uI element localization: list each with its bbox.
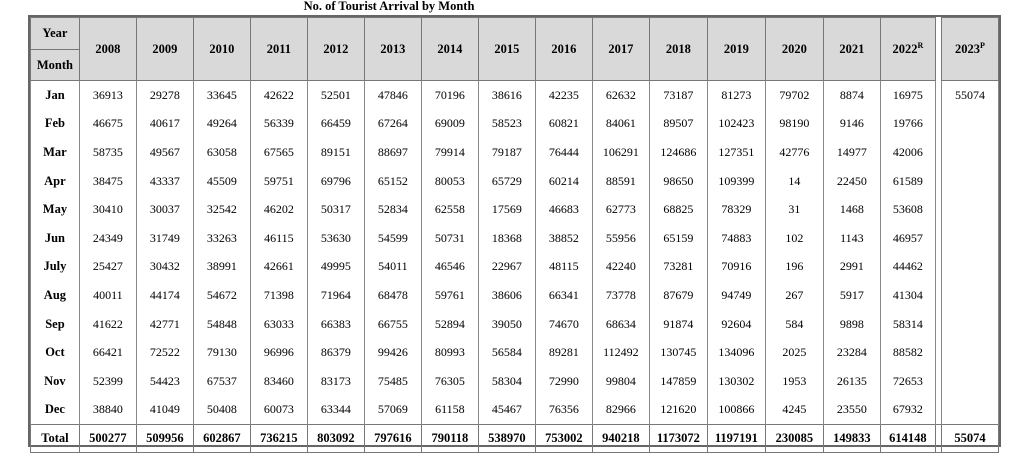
value-cell: 41622 <box>79 310 136 339</box>
table-title: No. of Tourist Arrival by Month <box>303 0 475 13</box>
value-cell: 1143 <box>823 224 880 253</box>
value-cell: 30410 <box>79 195 136 224</box>
value-cell: 92604 <box>707 310 765 339</box>
value-cell: 9898 <box>823 310 880 339</box>
value-cell: 121620 <box>649 396 707 425</box>
value-cell: 52894 <box>421 310 478 339</box>
value-cell-2023 <box>941 224 998 253</box>
month-label: Month <box>31 49 79 80</box>
value-cell: 96996 <box>250 338 307 367</box>
value-cell: 46957 <box>880 224 935 253</box>
value-cell: 22450 <box>823 167 880 196</box>
value-cell: 83460 <box>250 367 307 396</box>
year-header-2022 <box>880 18 935 81</box>
value-cell: 46675 <box>79 110 136 139</box>
value-cell: 78329 <box>707 195 765 224</box>
month-cell: Dec <box>31 396 80 425</box>
year-header-2014 <box>421 18 478 81</box>
value-cell: 41304 <box>880 281 935 310</box>
value-cell: 67565 <box>250 138 307 167</box>
year-header-2011 <box>250 18 307 81</box>
total-value-cell: 1173072 <box>649 425 707 453</box>
table-body <box>31 81 999 425</box>
year-header-2013 <box>364 18 421 81</box>
value-cell: 124686 <box>649 138 707 167</box>
total-value-cell-2023: 55074 <box>941 425 998 453</box>
value-cell: 134096 <box>707 338 765 367</box>
table-row <box>31 281 999 310</box>
year-header-label: 2018 <box>665 41 691 56</box>
value-cell: 127351 <box>707 138 765 167</box>
value-cell: 80993 <box>421 338 478 367</box>
value-cell: 73187 <box>649 81 707 110</box>
table-row <box>31 138 999 167</box>
value-cell: 52834 <box>364 195 421 224</box>
value-cell: 99426 <box>364 338 421 367</box>
value-cell-2023 <box>941 110 998 139</box>
year-header-2023 <box>941 18 998 81</box>
year-header-2015 <box>478 18 535 81</box>
value-cell: 46546 <box>421 253 478 282</box>
value-cell-2023 <box>941 138 998 167</box>
value-cell: 74670 <box>535 310 592 339</box>
header-row <box>31 18 999 81</box>
year-label: Year <box>42 26 68 40</box>
value-cell: 38606 <box>478 281 535 310</box>
value-cell: 4245 <box>765 396 823 425</box>
value-cell: 42235 <box>535 81 592 110</box>
value-cell: 62558 <box>421 195 478 224</box>
value-cell: 45509 <box>193 167 250 196</box>
total-value-cell: 790118 <box>421 425 478 453</box>
value-cell: 67537 <box>193 367 250 396</box>
value-cell: 69009 <box>421 110 478 139</box>
value-cell: 2025 <box>765 338 823 367</box>
value-cell: 42776 <box>765 138 823 167</box>
value-cell: 56339 <box>250 110 307 139</box>
year-header-2019 <box>707 18 765 81</box>
value-cell-2023 <box>941 338 998 367</box>
month-cell: May <box>31 195 80 224</box>
table-row <box>31 396 999 425</box>
value-cell: 58314 <box>880 310 935 339</box>
value-cell: 100866 <box>707 396 765 425</box>
value-cell: 63344 <box>307 396 364 425</box>
value-cell: 48115 <box>535 253 592 282</box>
value-cell: 38852 <box>535 224 592 253</box>
value-cell: 68478 <box>364 281 421 310</box>
value-cell: 17569 <box>478 195 535 224</box>
year-header-label: 2010 <box>209 41 235 56</box>
value-cell: 42006 <box>880 138 935 167</box>
year-header-2021 <box>823 18 880 81</box>
value-cell: 1468 <box>823 195 880 224</box>
year-month-header-cell <box>31 18 80 81</box>
value-cell: 72522 <box>136 338 193 367</box>
value-cell-2023 <box>941 167 998 196</box>
year-header-label: 2020 <box>781 41 807 56</box>
value-cell: 30037 <box>136 195 193 224</box>
value-cell: 89151 <box>307 138 364 167</box>
value-cell: 23550 <box>823 396 880 425</box>
value-cell: 91874 <box>649 310 707 339</box>
year-header-label: 2022 <box>892 41 918 56</box>
year-header-2017 <box>592 18 649 81</box>
value-cell: 53630 <box>307 224 364 253</box>
value-cell: 25427 <box>79 253 136 282</box>
table-row <box>31 195 999 224</box>
value-cell: 2991 <box>823 253 880 282</box>
value-cell: 81273 <box>707 81 765 110</box>
total-value-cell: 500277 <box>79 425 136 453</box>
value-cell: 63058 <box>193 138 250 167</box>
value-cell: 14 <box>765 167 823 196</box>
value-cell: 46683 <box>535 195 592 224</box>
value-cell: 66755 <box>364 310 421 339</box>
value-cell: 99804 <box>592 367 649 396</box>
provisional-marker: P <box>980 40 985 50</box>
value-cell: 39050 <box>478 310 535 339</box>
month-cell: Apr <box>31 167 80 196</box>
value-cell: 79702 <box>765 81 823 110</box>
value-cell: 14977 <box>823 138 880 167</box>
value-cell: 73778 <box>592 281 649 310</box>
value-cell: 66421 <box>79 338 136 367</box>
value-cell: 72990 <box>535 367 592 396</box>
value-cell: 89507 <box>649 110 707 139</box>
value-cell: 60821 <box>535 110 592 139</box>
revised-marker: R <box>917 40 924 50</box>
month-cell: Feb <box>31 110 80 139</box>
total-value-cell: 614148 <box>880 425 935 453</box>
value-cell: 33645 <box>193 81 250 110</box>
value-cell: 88582 <box>880 338 935 367</box>
total-row <box>31 425 999 453</box>
value-cell: 98650 <box>649 167 707 196</box>
value-cell: 36913 <box>79 81 136 110</box>
value-cell: 75485 <box>364 367 421 396</box>
value-cell: 102423 <box>707 110 765 139</box>
year-header-2009 <box>136 18 193 81</box>
value-cell: 66341 <box>535 281 592 310</box>
value-cell: 50731 <box>421 224 478 253</box>
value-cell: 67932 <box>880 396 935 425</box>
value-cell: 60073 <box>250 396 307 425</box>
value-cell: 49567 <box>136 138 193 167</box>
value-cell: 19766 <box>880 110 935 139</box>
year-header-label: 2012 <box>323 41 349 56</box>
value-cell: 52399 <box>79 367 136 396</box>
value-cell: 109399 <box>707 167 765 196</box>
month-cell: July <box>31 253 80 282</box>
value-cell: 44462 <box>880 253 935 282</box>
value-cell: 87679 <box>649 281 707 310</box>
value-cell: 56584 <box>478 338 535 367</box>
year-header-label: 2019 <box>723 41 749 56</box>
value-cell: 73281 <box>649 253 707 282</box>
month-cell: Sep <box>31 310 80 339</box>
value-cell: 16975 <box>880 81 935 110</box>
value-cell: 61158 <box>421 396 478 425</box>
value-cell: 54423 <box>136 367 193 396</box>
value-cell: 42661 <box>250 253 307 282</box>
value-cell: 54672 <box>193 281 250 310</box>
value-cell: 72653 <box>880 367 935 396</box>
year-header-label: 2013 <box>380 41 406 56</box>
value-cell: 52501 <box>307 81 364 110</box>
value-cell: 86379 <box>307 338 364 367</box>
total-value-cell: 149833 <box>823 425 880 453</box>
table-row <box>31 167 999 196</box>
value-cell: 65729 <box>478 167 535 196</box>
value-cell: 33263 <box>193 224 250 253</box>
value-cell: 49264 <box>193 110 250 139</box>
value-cell-2023 <box>941 396 998 425</box>
value-cell: 147859 <box>649 367 707 396</box>
value-cell: 196 <box>765 253 823 282</box>
value-cell: 67264 <box>364 110 421 139</box>
table-row <box>31 224 999 253</box>
month-cell: Jan <box>31 81 80 110</box>
value-cell: 84061 <box>592 110 649 139</box>
total-value-cell: 230085 <box>765 425 823 453</box>
value-cell: 38991 <box>193 253 250 282</box>
value-cell: 59751 <box>250 167 307 196</box>
total-label: Total <box>31 425 80 453</box>
total-value-cell: 736215 <box>250 425 307 453</box>
value-cell: 68825 <box>649 195 707 224</box>
value-cell: 40617 <box>136 110 193 139</box>
month-cell: Jun <box>31 224 80 253</box>
year-header-2008 <box>79 18 136 81</box>
value-cell: 112492 <box>592 338 649 367</box>
value-cell: 71398 <box>250 281 307 310</box>
value-cell-2023 <box>941 367 998 396</box>
value-cell: 63033 <box>250 310 307 339</box>
value-cell: 76444 <box>535 138 592 167</box>
value-cell-2023 <box>941 195 998 224</box>
year-header-label: 2011 <box>266 41 291 56</box>
value-cell: 83173 <box>307 367 364 396</box>
value-cell: 31749 <box>136 224 193 253</box>
value-cell: 54848 <box>193 310 250 339</box>
value-cell: 46202 <box>250 195 307 224</box>
value-cell: 58735 <box>79 138 136 167</box>
value-cell: 584 <box>765 310 823 339</box>
table-row <box>31 253 999 282</box>
value-cell: 65159 <box>649 224 707 253</box>
value-cell: 68634 <box>592 310 649 339</box>
table-row <box>31 367 999 396</box>
year-header-2016 <box>535 18 592 81</box>
value-cell: 58304 <box>478 367 535 396</box>
value-cell: 42622 <box>250 81 307 110</box>
value-cell: 89281 <box>535 338 592 367</box>
year-header-label: 2008 <box>95 41 121 56</box>
year-header-label: 2009 <box>152 41 178 56</box>
value-cell: 79914 <box>421 138 478 167</box>
value-cell: 71964 <box>307 281 364 310</box>
value-cell: 54011 <box>364 253 421 282</box>
year-header-label: 2015 <box>494 41 520 56</box>
value-cell: 66459 <box>307 110 364 139</box>
value-cell: 106291 <box>592 138 649 167</box>
total-value-cell: 538970 <box>478 425 535 453</box>
value-cell: 60214 <box>535 167 592 196</box>
month-cell: Aug <box>31 281 80 310</box>
value-cell: 47846 <box>364 81 421 110</box>
value-cell: 267 <box>765 281 823 310</box>
value-cell: 94749 <box>707 281 765 310</box>
value-cell: 23284 <box>823 338 880 367</box>
month-cell: Oct <box>31 338 80 367</box>
year-header-2010 <box>193 18 250 81</box>
value-cell: 66383 <box>307 310 364 339</box>
value-cell: 69796 <box>307 167 364 196</box>
year-header-2012 <box>307 18 364 81</box>
value-cell: 46115 <box>250 224 307 253</box>
value-cell: 31 <box>765 195 823 224</box>
value-cell: 43337 <box>136 167 193 196</box>
total-value-cell: 753002 <box>535 425 592 453</box>
total-value-cell: 940218 <box>592 425 649 453</box>
value-cell: 74883 <box>707 224 765 253</box>
value-cell-2023 <box>941 281 998 310</box>
value-cell: 58523 <box>478 110 535 139</box>
value-cell: 130302 <box>707 367 765 396</box>
value-cell: 80053 <box>421 167 478 196</box>
tourist-arrival-table-frame <box>28 15 1001 447</box>
value-cell: 5917 <box>823 281 880 310</box>
value-cell: 42240 <box>592 253 649 282</box>
value-cell: 62773 <box>592 195 649 224</box>
total-value-cell: 602867 <box>193 425 250 453</box>
value-cell: 88697 <box>364 138 421 167</box>
value-cell: 70916 <box>707 253 765 282</box>
value-cell: 38616 <box>478 81 535 110</box>
value-cell: 9146 <box>823 110 880 139</box>
value-cell: 65152 <box>364 167 421 196</box>
value-cell: 82966 <box>592 396 649 425</box>
value-cell: 54599 <box>364 224 421 253</box>
table-row <box>31 110 999 139</box>
value-cell: 29278 <box>136 81 193 110</box>
tourist-arrival-table <box>30 17 999 453</box>
value-cell: 18368 <box>478 224 535 253</box>
table-row <box>31 310 999 339</box>
value-cell: 41049 <box>136 396 193 425</box>
value-cell: 44174 <box>136 281 193 310</box>
total-value-cell: 1197191 <box>707 425 765 453</box>
value-cell: 38475 <box>79 167 136 196</box>
value-cell: 57069 <box>364 396 421 425</box>
value-cell: 130745 <box>649 338 707 367</box>
value-cell-2023: 55074 <box>941 81 998 110</box>
value-cell: 55956 <box>592 224 649 253</box>
value-cell: 61589 <box>880 167 935 196</box>
table-row <box>31 338 999 367</box>
total-value-cell: 797616 <box>364 425 421 453</box>
table-row <box>31 81 999 110</box>
value-cell: 50408 <box>193 396 250 425</box>
value-cell: 88591 <box>592 167 649 196</box>
value-cell: 45467 <box>478 396 535 425</box>
year-header-2020 <box>765 18 823 81</box>
value-cell: 1953 <box>765 367 823 396</box>
value-cell: 24349 <box>79 224 136 253</box>
value-cell: 98190 <box>765 110 823 139</box>
year-header-label: 2023 <box>955 41 981 56</box>
year-header-2018 <box>649 18 707 81</box>
value-cell: 59761 <box>421 281 478 310</box>
value-cell: 49995 <box>307 253 364 282</box>
value-cell: 38840 <box>79 396 136 425</box>
year-header-label: 2017 <box>608 41 634 56</box>
total-value-cell: 509956 <box>136 425 193 453</box>
value-cell: 76356 <box>535 396 592 425</box>
value-cell: 62632 <box>592 81 649 110</box>
year-header-label: 2021 <box>839 41 865 56</box>
value-cell-2023 <box>941 310 998 339</box>
year-header-label: 2014 <box>437 41 463 56</box>
value-cell: 76305 <box>421 367 478 396</box>
value-cell: 40011 <box>79 281 136 310</box>
value-cell: 30432 <box>136 253 193 282</box>
month-cell: Mar <box>31 138 80 167</box>
value-cell: 50317 <box>307 195 364 224</box>
total-value-cell: 803092 <box>307 425 364 453</box>
value-cell: 8874 <box>823 81 880 110</box>
value-cell: 53608 <box>880 195 935 224</box>
month-cell: Nov <box>31 367 80 396</box>
value-cell: 26135 <box>823 367 880 396</box>
value-cell-2023 <box>941 253 998 282</box>
value-cell: 22967 <box>478 253 535 282</box>
value-cell: 79130 <box>193 338 250 367</box>
value-cell: 42771 <box>136 310 193 339</box>
year-header-label: 2016 <box>551 41 577 56</box>
value-cell: 32542 <box>193 195 250 224</box>
value-cell: 79187 <box>478 138 535 167</box>
value-cell: 70196 <box>421 81 478 110</box>
value-cell: 102 <box>765 224 823 253</box>
